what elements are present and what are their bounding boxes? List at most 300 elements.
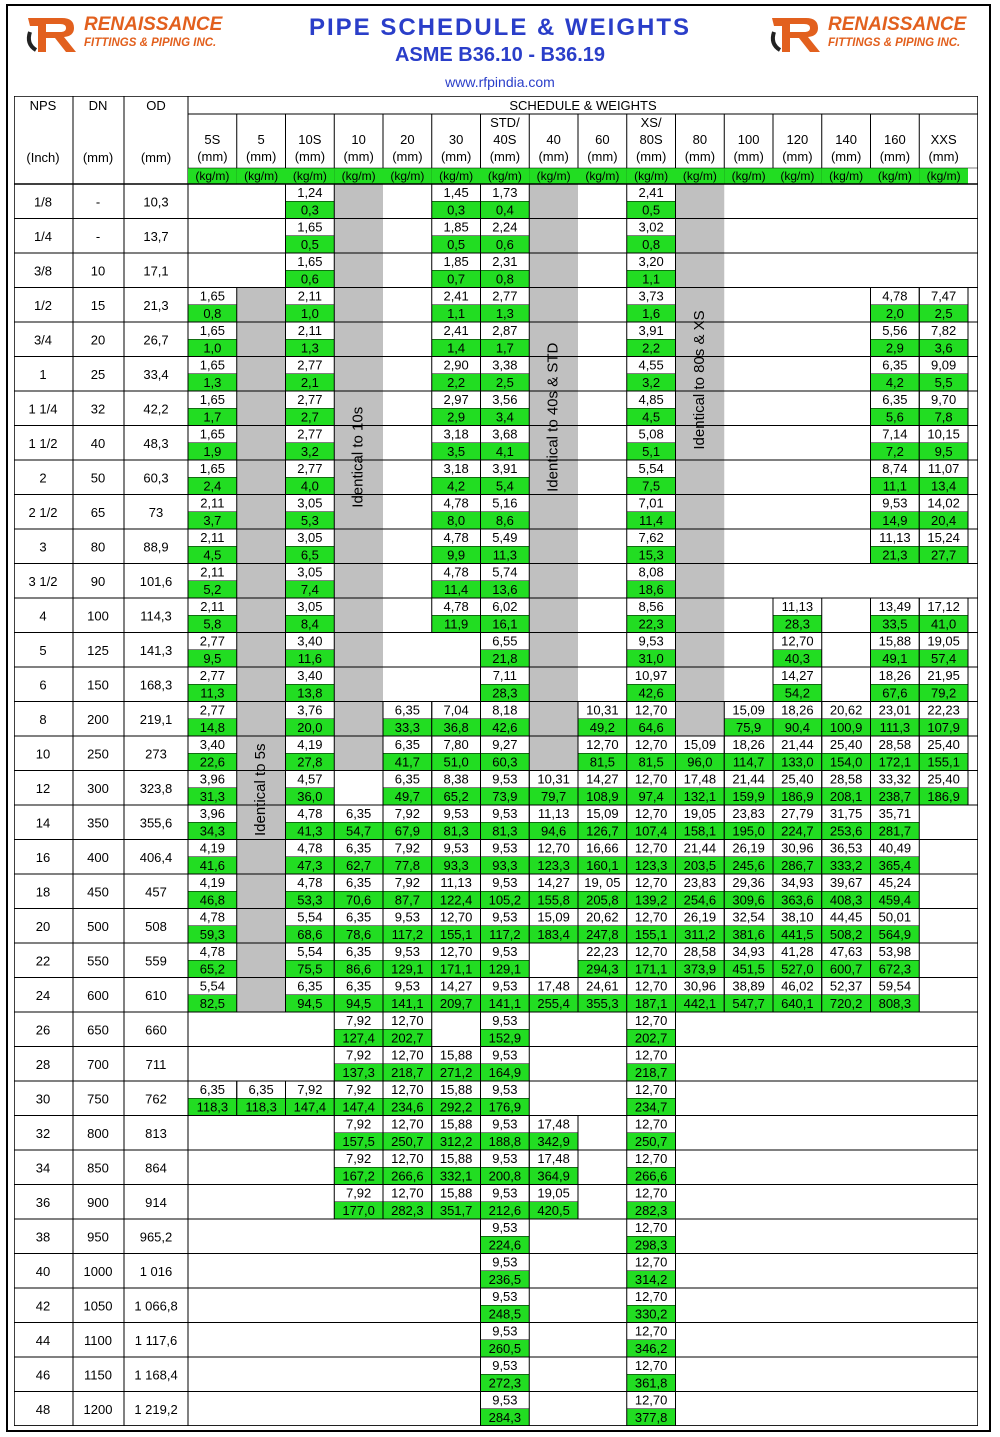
unit-mm: (mm) (538, 149, 569, 164)
weight-value: 364,9 (537, 1168, 570, 1184)
od-value: 101,6 (139, 573, 173, 589)
wall-thickness-value: 12,70 (634, 875, 668, 890)
weight-value: 28,3 (492, 685, 518, 701)
unit-kg: (kg/m) (634, 169, 669, 183)
weight-value: 187,1 (634, 996, 668, 1011)
weight-value: 1,0 (203, 340, 222, 356)
wall-thickness-value: 6,35 (394, 702, 421, 718)
weight-value: 361,8 (634, 1375, 668, 1391)
weight-value: 78,6 (345, 927, 372, 942)
weight-value: 282,3 (634, 1203, 668, 1218)
wall-thickness-value: 12,70 (634, 1323, 668, 1339)
wall-thickness-value: 31,75 (829, 806, 863, 821)
identical-band (237, 288, 286, 1013)
weight-value: 5,6 (885, 409, 904, 425)
weight-value: 564,9 (878, 927, 912, 942)
weight-value: 36,0 (297, 789, 323, 804)
weight-value: 75,5 (297, 961, 323, 977)
weight-value: 527,0 (781, 961, 814, 977)
dn-value: 90 (90, 573, 106, 589)
weight-value: 0,6 (495, 237, 514, 252)
dn-value: 600 (87, 987, 109, 1003)
od-value: 559 (145, 953, 167, 969)
od-value: 13,7 (143, 228, 169, 244)
wall-thickness-value: 53,98 (878, 944, 912, 959)
nps-value: 20 (35, 918, 51, 934)
wall-thickness-value: 12,70 (634, 1116, 668, 1132)
weight-value: 33,5 (882, 616, 908, 632)
weight-value: 2,1 (300, 375, 319, 390)
dn-value: 20 (90, 332, 106, 348)
wall-thickness-value: 3,76 (297, 702, 323, 718)
schedule-header: 30 (448, 132, 464, 147)
weight-value: 808,3 (878, 996, 912, 1011)
weight-value: 381,6 (732, 927, 765, 942)
wall-thickness-value: 2,77 (297, 392, 323, 407)
weight-value: 11,1 (882, 478, 908, 494)
unit-kg: (kg/m) (829, 169, 864, 183)
weight-value: 21,8 (492, 651, 518, 666)
wall-thickness-value: 9,53 (443, 840, 469, 856)
wall-thickness-value: 7,92 (297, 1082, 323, 1097)
od-value: 141,3 (139, 642, 173, 658)
nps-value: 12 (35, 780, 51, 796)
wall-thickness-value: 21,95 (927, 668, 960, 683)
weight-value: 0,5 (642, 202, 661, 218)
weight-value: 155,8 (537, 892, 570, 908)
weight-value: 16,1 (492, 616, 518, 632)
unit-kg: (kg/m) (390, 169, 425, 183)
weight-value: 81,5 (589, 754, 616, 770)
nps-value: 4 (39, 608, 47, 624)
weight-value: 82,5 (199, 996, 226, 1011)
wall-thickness-value: 9,53 (492, 875, 518, 890)
weight-value: 255,4 (537, 996, 570, 1011)
weight-value: 286,7 (781, 858, 814, 873)
wall-thickness-value: 12,70 (586, 737, 619, 752)
weight-value: 155,1 (634, 927, 668, 942)
nps-value: 1 1/4 (28, 401, 58, 417)
wall-thickness-value: 4,78 (297, 806, 323, 821)
wall-thickness-value: 13,49 (878, 599, 912, 614)
weight-value: 3,7 (203, 513, 222, 528)
weight-value: 34,3 (199, 823, 226, 839)
wall-thickness-value: 7,80 (443, 737, 469, 752)
weight-value: 4,1 (495, 444, 514, 459)
nps-value: 1 (39, 366, 47, 382)
wall-thickness-value: 3,02 (638, 219, 664, 235)
od-value: 1 066,8 (134, 1298, 178, 1314)
weight-value: 36,8 (443, 720, 469, 735)
unit-kg: (kg/m) (292, 169, 327, 183)
unit-mm: (mm) (197, 149, 228, 164)
wall-thickness-value: 9,53 (492, 1289, 518, 1304)
weight-value: 117,2 (391, 927, 424, 942)
wall-thickness-value: 5,54 (297, 944, 323, 959)
company-name: RENAISSANCE (828, 14, 967, 35)
wall-thickness-value: 9,53 (882, 495, 908, 511)
dn-value: 950 (87, 1229, 109, 1245)
dn-value: 125 (87, 642, 109, 658)
wall-thickness-value: 33,32 (878, 771, 912, 787)
weight-value: 2,2 (642, 340, 661, 356)
dn-value: 700 (87, 1056, 109, 1072)
wall-thickness-value: 6,02 (492, 599, 518, 614)
wall-thickness-value: 8,38 (443, 771, 469, 787)
weight-value: 451,5 (732, 961, 765, 977)
wall-thickness-value: 14,02 (927, 495, 960, 511)
weight-value: 1,3 (203, 375, 222, 390)
od-value: 406,4 (139, 849, 173, 865)
weight-value: 31,0 (638, 651, 664, 666)
weight-value: 254,6 (683, 892, 717, 908)
weight-value: 65,2 (199, 961, 226, 977)
weight-value: 600,7 (829, 961, 863, 977)
wall-thickness-value: 10,31 (586, 702, 619, 718)
weight-value: 68,6 (297, 927, 323, 942)
dn-value: 150 (87, 677, 109, 693)
od-value: 273 (145, 746, 167, 762)
nps-value: 48 (35, 1401, 51, 1417)
wall-thickness-value: 2,11 (200, 599, 225, 614)
wall-thickness-value: 10,15 (927, 426, 960, 442)
wall-thickness-value: 12,70 (634, 737, 668, 752)
od-value: 965,2 (139, 1229, 173, 1245)
nps-value: 1/2 (33, 297, 53, 313)
weight-value: 171,1 (634, 961, 668, 977)
unit-kg: (kg/m) (487, 169, 522, 183)
dn-value: 1050 (83, 1298, 113, 1314)
schedule-header: 5S (204, 132, 221, 147)
wall-thickness-value: 45,24 (878, 875, 912, 890)
wall-thickness-value: 1,65 (199, 392, 226, 407)
unit-mm: (mm) (587, 149, 618, 164)
weight-value: 186,9 (781, 789, 814, 804)
wall-thickness-value: 7,14 (882, 426, 908, 442)
weight-value: 11,3 (492, 547, 518, 563)
weight-value: 312,2 (439, 1134, 473, 1149)
wall-thickness-value: 1,85 (443, 254, 469, 269)
weight-value: 266,6 (391, 1168, 424, 1184)
dn-value: 800 (87, 1125, 109, 1141)
wall-thickness-value: 11,13 (440, 875, 472, 890)
nps-value: 26 (35, 1022, 51, 1038)
weight-value: 11,4 (443, 582, 469, 597)
wall-thickness-value: 12,70 (634, 1047, 668, 1063)
weight-value: 167,2 (342, 1168, 375, 1184)
wall-thickness-value: 7,92 (345, 1116, 372, 1132)
wall-thickness-value: 11,13 (537, 806, 570, 821)
column-unit: (Inch) (26, 150, 60, 165)
weight-value: 27,8 (297, 754, 323, 770)
weight-value: 133,0 (781, 754, 814, 770)
weight-value: 107,4 (634, 823, 668, 839)
weight-value: 18,6 (638, 582, 664, 597)
wall-thickness-value: 30,96 (683, 978, 717, 994)
wall-thickness-value: 4,78 (882, 288, 908, 304)
weight-value: 122,4 (439, 892, 473, 908)
weight-value: 271,2 (439, 1065, 473, 1080)
weight-value: 28,3 (784, 616, 811, 632)
weight-value: 123,3 (537, 858, 570, 873)
weight-value: 355,3 (586, 996, 619, 1011)
nps-value: 24 (35, 987, 51, 1003)
weight-value: 365,4 (878, 858, 912, 873)
weight-value: 292,2 (439, 1099, 473, 1115)
wall-thickness-value: 12,70 (634, 1220, 668, 1235)
nps-value: 5 (39, 642, 47, 658)
dn-value: 40 (90, 435, 106, 451)
wall-thickness-value: 4,19 (199, 875, 226, 890)
wall-thickness-value: 2,77 (492, 288, 518, 304)
schedule-header: 20 (400, 132, 415, 147)
wall-thickness-value: 40,49 (878, 840, 912, 856)
wall-thickness-value: 9,53 (492, 1254, 518, 1270)
wall-thickness-value: 4,78 (297, 875, 323, 890)
nps-value: 38 (35, 1229, 51, 1245)
wall-thickness-value: 15,88 (439, 1082, 473, 1097)
weight-value: 8,6 (495, 513, 514, 528)
wall-thickness-value: 7,47 (930, 288, 957, 304)
wall-thickness-value: 38,10 (781, 909, 814, 925)
weight-value: 13,8 (297, 685, 323, 701)
wall-thickness-value: 5,08 (638, 426, 664, 442)
wall-thickness-value: 2,41 (443, 323, 469, 338)
weight-value: 127,4 (342, 1030, 375, 1046)
weight-value: 49,2 (589, 720, 616, 735)
wall-thickness-value: 3,40 (199, 737, 226, 752)
weight-value: 238,7 (878, 789, 912, 804)
weight-value: 65,2 (443, 789, 469, 804)
weight-value: 22,6 (199, 754, 226, 770)
wall-thickness-value: 3,73 (638, 288, 664, 304)
weight-value: 21,3 (882, 547, 908, 563)
wall-thickness-value: 3,38 (492, 357, 518, 373)
nps-value: 34 (35, 1160, 51, 1176)
wall-thickness-value: 25,40 (781, 771, 814, 787)
weight-value: 126,7 (586, 823, 619, 839)
weight-value: 363,6 (781, 892, 814, 908)
wall-thickness-value: 23,83 (683, 875, 717, 890)
wall-thickness-value: 50,01 (878, 909, 912, 925)
weight-value: 13,4 (930, 478, 957, 494)
wall-thickness-value: 9,53 (492, 1185, 518, 1201)
wall-thickness-value: 7,11 (492, 668, 518, 683)
wall-thickness-value: 6,55 (492, 633, 518, 649)
weight-value: 75,9 (735, 720, 762, 735)
column-header: OD (146, 98, 166, 113)
schedule-header: 10 (351, 132, 366, 147)
weight-value: 152,9 (488, 1030, 522, 1046)
weight-value: 46,8 (199, 892, 226, 908)
wall-thickness-value: 12,70 (634, 1185, 668, 1201)
weight-value: 2,4 (203, 478, 222, 494)
wall-thickness-value: 8,56 (638, 599, 664, 614)
wall-thickness-value: 17,48 (683, 771, 717, 787)
weight-value: 4,5 (203, 547, 222, 563)
wall-thickness-value: 12,70 (634, 978, 668, 994)
weight-value: 54,2 (784, 685, 811, 701)
od-value: 813 (145, 1125, 167, 1141)
nps-value: 3/4 (33, 332, 53, 348)
wall-thickness-value: 3,40 (297, 668, 323, 683)
wall-thickness-value: 6,35 (345, 840, 372, 856)
nps-value: 40 (35, 1263, 51, 1279)
wall-thickness-value: 9,53 (492, 1392, 518, 1408)
wall-thickness-value: 25,40 (927, 771, 960, 787)
dn-value: 50 (90, 470, 106, 486)
unit-kg: (kg/m) (926, 169, 961, 183)
od-value: 33,4 (143, 366, 169, 382)
weight-value: 2,7 (300, 409, 319, 425)
weight-value: 105,2 (488, 892, 522, 908)
dn-value: 900 (87, 1194, 109, 1210)
weight-value: 160,1 (586, 858, 619, 873)
od-value: 1 016 (139, 1263, 173, 1279)
weight-value: 108,9 (586, 789, 619, 804)
weight-value: 309,6 (732, 892, 765, 908)
wall-thickness-value: 6,35 (345, 806, 372, 821)
wall-thickness-value: 9,53 (492, 944, 518, 959)
wall-thickness-value: 6,35 (345, 909, 372, 925)
weight-value: 57,4 (930, 651, 957, 666)
wall-thickness-value: 2,31 (492, 254, 518, 269)
weight-value: 159,9 (732, 789, 765, 804)
weight-value: 346,2 (634, 1341, 668, 1356)
wall-thickness-value: 12,70 (634, 909, 668, 925)
wall-thickness-value: 18,26 (878, 668, 912, 683)
wall-thickness-value: 15,24 (927, 530, 960, 545)
wall-thickness-value: 2,11 (297, 288, 323, 304)
wall-thickness-value: 12,70 (537, 840, 570, 856)
dn-value: 100 (87, 608, 109, 624)
wall-thickness-value: 9,53 (492, 1323, 518, 1339)
weight-value: 147,4 (293, 1099, 327, 1115)
schedule-header: STD/ (490, 115, 520, 130)
weight-value: 129,1 (391, 961, 424, 977)
weight-value: 93,3 (492, 858, 518, 873)
weight-value: 1,3 (495, 306, 514, 321)
weight-value: 3,2 (300, 444, 319, 459)
website-link[interactable]: www.rfpindia.com (445, 74, 555, 90)
weight-value: 27,7 (930, 547, 957, 563)
dn-value: 1000 (83, 1263, 113, 1279)
wall-thickness-value: 3,91 (492, 461, 518, 476)
dn-value: 80 (90, 539, 106, 555)
wall-thickness-value: 41,28 (781, 944, 814, 959)
wall-thickness-value: 9,53 (492, 1116, 518, 1132)
weight-value: 164,9 (488, 1065, 522, 1080)
weight-value: 114,7 (732, 754, 765, 770)
wall-thickness-value: 24,61 (586, 978, 619, 994)
wall-thickness-value: 25,40 (829, 737, 863, 752)
column-header: DN (88, 98, 108, 113)
wall-thickness-value: 4,78 (199, 909, 226, 925)
weight-value: 96,0 (687, 754, 713, 770)
weight-value: 0,8 (203, 306, 222, 321)
wall-thickness-value: 1,65 (199, 426, 226, 442)
wall-thickness-value: 7,04 (443, 702, 469, 718)
wall-thickness-value: 2,97 (443, 392, 469, 407)
schedule-table (14, 96, 978, 1426)
nps-value: 3 (39, 539, 47, 555)
schedule-header: 80 (692, 132, 708, 147)
wall-thickness-value: 7,92 (345, 1185, 372, 1201)
weight-value: 41,3 (297, 823, 323, 839)
wall-thickness-value: 19,05 (683, 806, 717, 821)
nps-value: 10 (35, 746, 51, 762)
wall-thickness-value: 9,53 (394, 909, 421, 925)
weight-value: 1,1 (642, 271, 661, 287)
nps-value: 46 (35, 1367, 51, 1383)
weight-value: 208,1 (829, 789, 863, 804)
nps-value: 16 (35, 849, 51, 865)
weight-value: 420,5 (537, 1203, 570, 1218)
weight-value: 508,2 (829, 927, 863, 942)
weight-value: 442,1 (683, 996, 717, 1011)
wall-thickness-value: 2,41 (638, 185, 664, 200)
column-header: NPS (29, 98, 57, 113)
schedule-header: 60 (595, 132, 610, 147)
weight-value: 22,3 (638, 616, 664, 632)
weight-value: 1,7 (203, 409, 222, 425)
weight-value: 90,4 (784, 720, 811, 735)
weight-value: 266,6 (634, 1168, 668, 1184)
wall-thickness-value: 2,11 (297, 323, 323, 338)
weight-value: 49,1 (882, 651, 908, 666)
wall-thickness-value: 9,70 (930, 392, 957, 407)
wall-thickness-value: 12,70 (781, 633, 814, 649)
dn-value: 300 (87, 780, 109, 796)
weight-value: 2,9 (885, 340, 904, 356)
wall-thickness-value: 35,71 (878, 806, 912, 821)
weight-value: 172,1 (878, 754, 912, 770)
weight-value: 188,8 (488, 1134, 522, 1149)
od-value: 114,3 (140, 608, 172, 624)
weight-value: 67,6 (882, 685, 908, 701)
dn-value: - (95, 228, 101, 244)
weight-value: 441,5 (781, 927, 814, 942)
weight-value: 7,4 (300, 582, 319, 597)
identical-label: Identical to 80s & XS (690, 310, 708, 450)
wall-thickness-value: 5,74 (492, 564, 518, 580)
wall-thickness-value: 15,09 (586, 806, 619, 821)
unit-mm: (mm) (684, 149, 716, 164)
weight-value: 2,0 (885, 306, 904, 321)
wall-thickness-value: 22,23 (927, 702, 960, 718)
unit-kg: (kg/m) (536, 169, 571, 183)
wall-thickness-value: 9,53 (492, 840, 518, 856)
od-value: 1 219,2 (134, 1401, 178, 1417)
wall-thickness-value: 19,05 (537, 1185, 570, 1201)
weight-value: 9,9 (447, 547, 466, 563)
wall-thickness-value: 8,74 (882, 461, 908, 476)
weight-value: 7,5 (642, 478, 661, 494)
weight-value: 1,1 (447, 306, 466, 321)
weight-value: 49,7 (394, 789, 421, 804)
wall-thickness-value: 6,35 (882, 392, 908, 407)
nps-value: 36 (35, 1194, 51, 1210)
wall-thickness-value: 12,70 (391, 1185, 424, 1201)
wall-thickness-value: 10,31 (537, 771, 570, 787)
weight-value: 408,3 (829, 892, 863, 908)
unit-kg: (kg/m) (244, 169, 279, 183)
wall-thickness-value: 12,70 (634, 1392, 668, 1408)
weight-value: 94,6 (540, 823, 567, 839)
weight-value: 330,2 (634, 1306, 668, 1322)
weight-value: 2,5 (934, 306, 953, 321)
wall-thickness-value: 15,09 (732, 702, 765, 718)
